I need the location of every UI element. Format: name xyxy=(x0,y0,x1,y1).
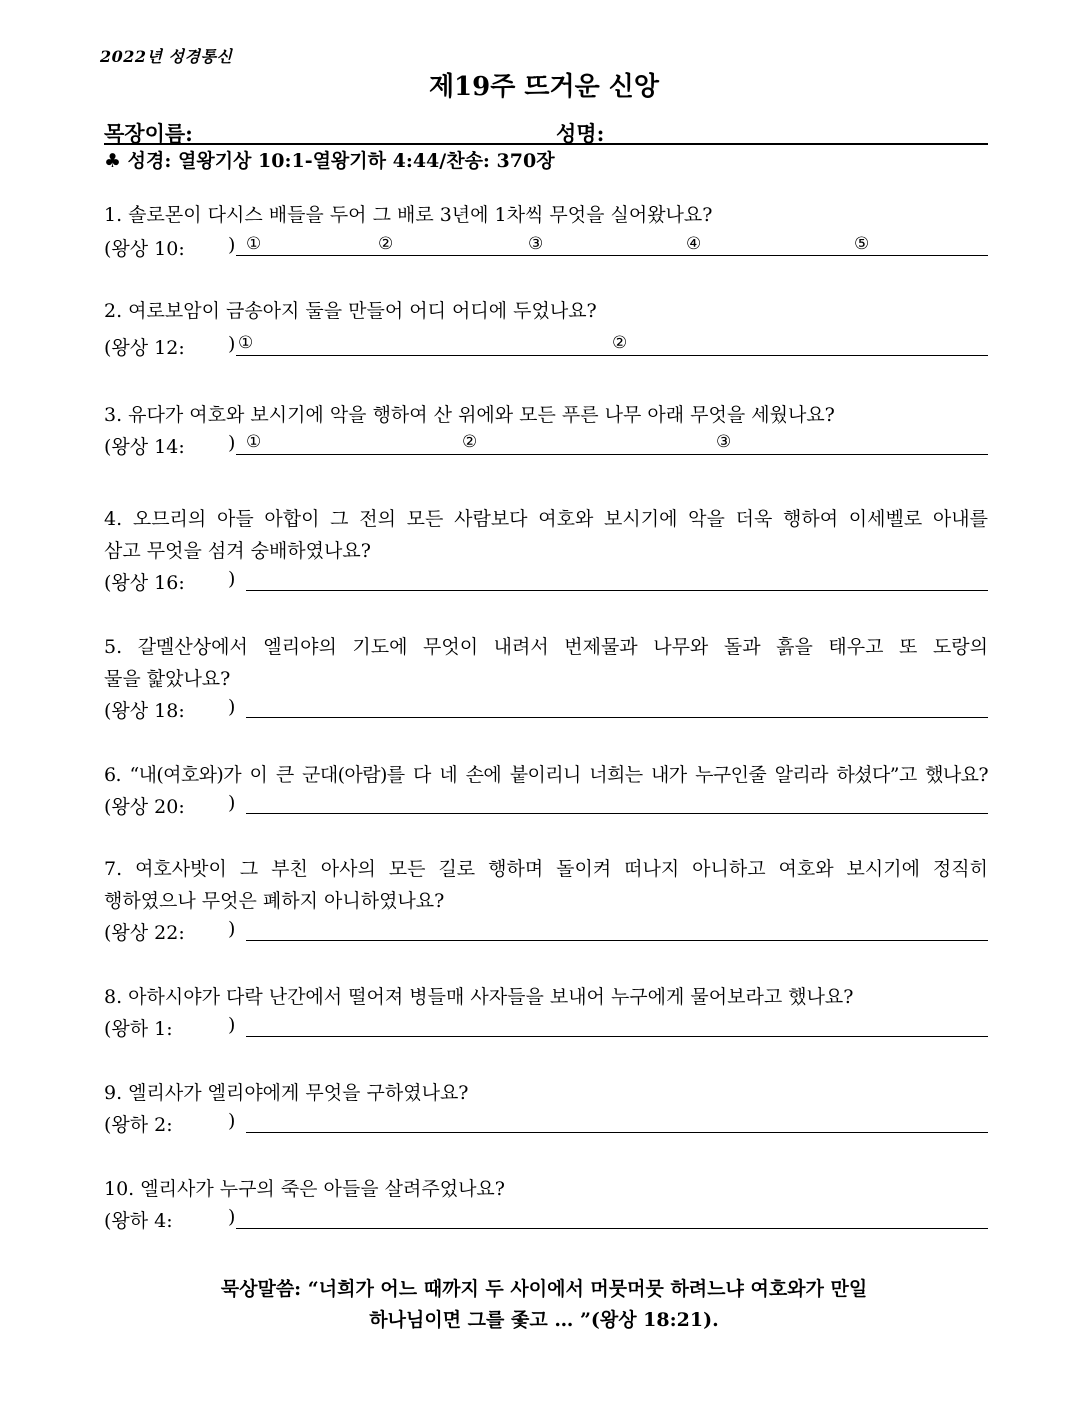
question-5-line-2: 물을 핥았나요? xyxy=(104,668,231,690)
question-1: 1. 솔로몬이 다시스 배들을 두어 그 배로 3년에 1차씩 무엇을 실어왔나요? xyxy=(104,204,713,226)
ref-4: (왕상 16: xyxy=(104,572,185,594)
page-title: 제19주 뜨거운 신앙 xyxy=(428,72,660,102)
answer-mark: ① xyxy=(246,234,262,254)
question-2: 2. 여로보암이 금송아지 둘을 만들어 어디 어디에 두었나요? xyxy=(104,300,597,322)
paren-4: ) xyxy=(228,568,236,590)
paren-10: ) xyxy=(228,1206,236,1228)
paren-2: ) xyxy=(228,333,236,355)
answer-line-7[interactable] xyxy=(246,940,988,941)
answer-mark: ③ xyxy=(716,432,732,452)
answer-mark: ③ xyxy=(528,234,544,254)
answer-line-6[interactable] xyxy=(246,813,988,814)
answer-mark: ① xyxy=(238,333,254,353)
scripture-line: ♣ 성경: 열왕기상 10:1-열왕기하 4:44/찬송: 370장 xyxy=(104,150,555,172)
answer-line-2[interactable] xyxy=(236,355,988,356)
question-4-line-2: 삼고 무엇을 섬겨 숭배하였나요? xyxy=(104,540,371,562)
answer-mark: ② xyxy=(462,432,478,452)
ref-10: (왕하 4: xyxy=(104,1210,173,1232)
ref-1: (왕상 10: xyxy=(104,238,185,260)
question-4-line-1: 4. 오므리의 아들 아합이 그 전의 모든 사람보다 여호와 보시기에 악을 더욱 행하여 이세벨로 아내를 xyxy=(104,508,988,530)
answer-line-10[interactable] xyxy=(236,1228,988,1229)
paren-3: ) xyxy=(228,432,236,454)
answer-mark: ④ xyxy=(686,234,702,254)
ref-5: (왕상 18: xyxy=(104,700,185,722)
answer-line-1[interactable] xyxy=(236,255,988,256)
paren-9: ) xyxy=(228,1110,236,1132)
question-7-line-1: 7. 여호사밧이 그 부친 아사의 모든 길로 행하며 돌이켜 떠나지 아니하고 여호와 보시기에 정직히 xyxy=(104,858,988,880)
answer-mark: ⑤ xyxy=(854,234,870,254)
question-5-line-1: 5. 갈멜산상에서 엘리야의 기도에 무엇이 내려서 번제물과 나무와 돌과 흙을 태우고 또 도랑의 xyxy=(104,636,988,658)
answer-line-5[interactable] xyxy=(246,717,988,718)
paren-6: ) xyxy=(228,792,236,814)
answer-line-8[interactable] xyxy=(246,1036,988,1037)
answer-line-4[interactable] xyxy=(246,590,988,591)
meditation-verse-line-2: 하나님이면 그를 좇고 … ”(왕상 18:21). xyxy=(369,1309,719,1331)
answer-mark: ① xyxy=(246,432,262,452)
question-3: 3. 유다가 여호와 보시기에 악을 행하여 산 위에와 모든 푸른 나무 아래 무엇을 세웠나요? xyxy=(104,404,835,426)
header-underline xyxy=(104,143,988,145)
paren-8: ) xyxy=(228,1014,236,1036)
answer-line-3[interactable] xyxy=(236,454,988,455)
question-10: 10. 엘리사가 누구의 죽은 아들을 살려주었나요? xyxy=(104,1178,505,1200)
ref-8: (왕하 1: xyxy=(104,1018,173,1040)
meditation-verse-line-1: 묵상말씀: “너희가 어느 때까지 두 사이에서 머뭇머뭇 하려느냐 여호와가 만일 xyxy=(220,1278,868,1300)
paren-5: ) xyxy=(228,696,236,718)
ref-9: (왕하 2: xyxy=(104,1114,173,1136)
brand-label: 2022년 성경통신 xyxy=(100,47,233,66)
ref-6: (왕상 20: xyxy=(104,796,185,818)
paren-1: ) xyxy=(228,234,236,256)
ref-7: (왕상 22: xyxy=(104,922,185,944)
leader-label: 목장이름: xyxy=(104,121,193,146)
ref-3: (왕상 14: xyxy=(104,436,185,458)
answer-mark: ② xyxy=(378,234,394,254)
question-7-line-2: 행하였으나 무엇은 폐하지 아니하였나요? xyxy=(104,890,445,912)
question-6: 6. “내(여호와)가 이 큰 군대(아람)를 다 네 손에 붙이리니 너희는 내가 누구인줄 알리라 하셨다”고 했나요? xyxy=(104,764,988,786)
answer-mark: ② xyxy=(612,333,628,353)
paren-7: ) xyxy=(228,918,236,940)
ref-2: (왕상 12: xyxy=(104,337,185,359)
question-9: 9. 엘리사가 엘리야에게 무엇을 구하였나요? xyxy=(104,1082,469,1104)
question-8: 8. 아하시야가 다락 난간에서 떨어져 병들매 사자들을 보내어 누구에게 물어보라고 했나요? xyxy=(104,986,854,1008)
name-label: 성명: xyxy=(556,121,605,146)
answer-line-9[interactable] xyxy=(246,1132,988,1133)
